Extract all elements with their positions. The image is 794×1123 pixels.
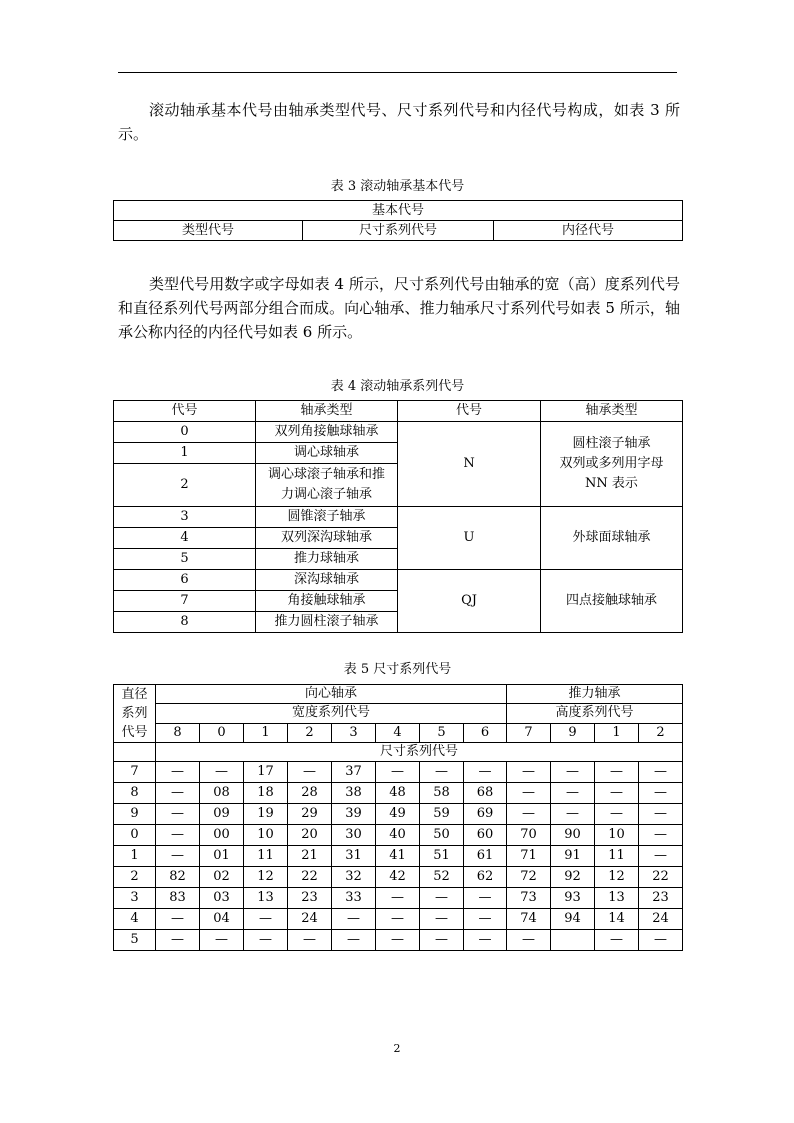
size-code-cell: — (156, 846, 200, 867)
height-code: 9 (551, 723, 595, 742)
diameter-code-cell: 2 (114, 867, 156, 888)
size-code-cell: 13 (244, 888, 288, 909)
size-code-cell: — (376, 930, 420, 951)
code-cell: 2 (114, 464, 256, 507)
diameter-code-cell: 4 (114, 909, 156, 930)
size-code-cell: 20 (288, 825, 332, 846)
header-rule (118, 72, 677, 73)
size-code-cell: 14 (595, 909, 639, 930)
size-code-cell: 91 (551, 846, 595, 867)
size-code-cell: 58 (420, 783, 464, 804)
code-cell: 3 (114, 507, 256, 528)
table-row (114, 570, 683, 591)
size-code-cell: 21 (288, 846, 332, 867)
type-cell: 调心球轴承 (256, 443, 398, 464)
size-code-cell: 23 (288, 888, 332, 909)
size-code-cell: 10 (595, 825, 639, 846)
diameter-code-cell: 8 (114, 783, 156, 804)
table-row (114, 888, 683, 909)
size-code-cell: — (376, 762, 420, 783)
table4-header-type: 轴承类型 (541, 401, 683, 422)
size-code-cell: — (332, 930, 376, 951)
code-cell: QJ (398, 570, 541, 633)
size-code-cell: — (639, 846, 683, 867)
size-code-cell: — (464, 909, 507, 930)
table3 (113, 200, 683, 241)
diameter-code-cell: 7 (114, 762, 156, 783)
width-code: 6 (464, 723, 507, 742)
size-code-cell: — (244, 930, 288, 951)
description-paragraph (118, 272, 680, 344)
size-code-cell: — (595, 762, 639, 783)
size-code-cell: 03 (200, 888, 244, 909)
size-code-cell: 08 (200, 783, 244, 804)
width-code: 2 (288, 723, 332, 742)
size-code-cell: — (156, 804, 200, 825)
size-code-cell: 22 (639, 867, 683, 888)
size-code-cell: 83 (156, 888, 200, 909)
table4 (113, 400, 683, 633)
size-code-cell: — (376, 888, 420, 909)
code-cell: 7 (114, 591, 256, 612)
height-code: 7 (507, 723, 551, 742)
width-series-header: 宽度系列代号 (156, 704, 507, 723)
table5-caption: 表 5 尺寸系列代号 (343, 662, 452, 677)
table-row (114, 825, 683, 846)
size-code-cell: 02 (200, 867, 244, 888)
type-cell: 深沟球轴承 (256, 570, 398, 591)
size-code-cell: 24 (639, 909, 683, 930)
size-code-cell: 23 (639, 888, 683, 909)
diameter-code-cell: 3 (114, 888, 156, 909)
size-code-cell: 39 (332, 804, 376, 825)
diameter-code-cell: 0 (114, 825, 156, 846)
radial-header: 向心轴承 (156, 685, 507, 704)
table-row (114, 507, 683, 528)
size-code-cell: 93 (551, 888, 595, 909)
size-code-cell: — (507, 783, 551, 804)
size-code-cell: — (420, 930, 464, 951)
type-cell: 角接触球轴承 (256, 591, 398, 612)
page-number: 2 (393, 1042, 401, 1055)
size-code-cell: 68 (464, 783, 507, 804)
height-series-header: 高度系列代号 (507, 704, 683, 723)
size-code-cell: 30 (332, 825, 376, 846)
size-code-cell: 59 (420, 804, 464, 825)
intro-paragraph (118, 98, 680, 146)
size-code-cell: — (551, 783, 595, 804)
size-code-cell: 61 (464, 846, 507, 867)
size-code-cell: 33 (332, 888, 376, 909)
size-code-cell: 12 (244, 867, 288, 888)
size-code-cell: — (156, 762, 200, 783)
size-code-cell: 49 (376, 804, 420, 825)
size-code-cell: 12 (595, 867, 639, 888)
size-code-cell: — (332, 909, 376, 930)
table4-header-type: 轴承类型 (256, 401, 398, 422)
size-code-cell: — (156, 930, 200, 951)
size-code-cell: 90 (551, 825, 595, 846)
type-cell: 外球面球轴承 (541, 507, 683, 570)
table-row (114, 909, 683, 930)
code-cell: U (398, 507, 541, 570)
size-code-cell: — (639, 783, 683, 804)
size-code-cell: 60 (464, 825, 507, 846)
size-code-cell (551, 930, 595, 951)
size-code-cell: 52 (420, 867, 464, 888)
size-code-cell: 22 (288, 867, 332, 888)
size-code-cell: — (551, 804, 595, 825)
size-code-cell: — (639, 804, 683, 825)
size-code-cell: — (507, 762, 551, 783)
empty-cell (114, 743, 156, 762)
code-cell: 5 (114, 549, 256, 570)
size-code-cell: — (595, 783, 639, 804)
size-code-cell: — (156, 783, 200, 804)
size-code-cell: 74 (507, 909, 551, 930)
diameter-code-cell: 1 (114, 846, 156, 867)
table3-header: 基本代号 (114, 201, 683, 221)
size-code-cell: — (200, 930, 244, 951)
size-code-cell: — (639, 825, 683, 846)
size-code-cell: 38 (332, 783, 376, 804)
size-code-cell: — (200, 762, 244, 783)
diameter-series-label: 直径系列代号 (121, 687, 148, 740)
table-row (114, 762, 683, 783)
size-code-cell: 69 (464, 804, 507, 825)
size-code-cell: 62 (464, 867, 507, 888)
size-code-cell: 19 (244, 804, 288, 825)
type-cell: 圆锥滚子轴承 (256, 507, 398, 528)
type-note: 双列或多列用字母 NN 表示 (559, 456, 664, 491)
size-code-cell: 04 (200, 909, 244, 930)
type-cell: 四点接触球轴承 (541, 570, 683, 633)
size-code-cell: — (420, 762, 464, 783)
size-code-cell: 00 (200, 825, 244, 846)
size-code-cell: 94 (551, 909, 595, 930)
size-code-cell: 10 (244, 825, 288, 846)
diameter-code-cell: 5 (114, 930, 156, 951)
type-cell: 调心球滚子轴承和推力调心滚子轴承 (256, 464, 398, 507)
size-code-cell: 92 (551, 867, 595, 888)
size-code-cell: 18 (244, 783, 288, 804)
size-code-cell: — (376, 909, 420, 930)
width-code: 1 (244, 723, 288, 742)
size-code-cell: — (595, 930, 639, 951)
table4-header-code: 代号 (114, 401, 256, 422)
width-code: 5 (420, 723, 464, 742)
width-code: 4 (376, 723, 420, 742)
size-code-cell: — (639, 930, 683, 951)
size-code-cell: — (639, 762, 683, 783)
size-code-cell: 50 (420, 825, 464, 846)
paragraph-text: 滚动轴承基本代号由轴承类型代号、尺寸系列代号和内径代号构成，如表 3 所示。 (118, 101, 680, 143)
size-code-cell: — (156, 909, 200, 930)
code-cell: 4 (114, 528, 256, 549)
table-row (114, 783, 683, 804)
size-code-cell: 11 (244, 846, 288, 867)
table3-caption: 表 3 滚动轴承基本代号 (330, 179, 465, 194)
size-code-cell: — (464, 762, 507, 783)
table3-col-bore: 内径代号 (494, 221, 683, 241)
size-code-cell: — (551, 762, 595, 783)
size-code-cell: 40 (376, 825, 420, 846)
size-code-cell: 51 (420, 846, 464, 867)
size-code-cell: 09 (200, 804, 244, 825)
size-code-cell: 31 (332, 846, 376, 867)
size-code-cell: 73 (507, 888, 551, 909)
diameter-code-cell: 9 (114, 804, 156, 825)
size-code-cell: — (507, 930, 551, 951)
table-row (114, 804, 683, 825)
size-code-cell: 28 (288, 783, 332, 804)
paragraph-text: 类型代号用数字或字母如表 4 所示，尺寸系列代号由轴承的宽（高）度系列代号和直径系列代号两部分组合而成。向心轴承、推力轴承尺寸系列代号如表 5 所示，轴承公称内径的内径代号如表 6 所示。 (118, 275, 680, 341)
table3-col-size: 尺寸系列代号 (303, 221, 494, 241)
table4-caption: 表 4 滚动轴承系列代号 (330, 379, 465, 394)
size-code-cell: — (420, 909, 464, 930)
table-row (114, 867, 683, 888)
height-code: 2 (639, 723, 683, 742)
size-code-cell: 42 (376, 867, 420, 888)
diameter-series-header (114, 685, 156, 743)
size-code-cell: 32 (332, 867, 376, 888)
size-code-cell: 13 (595, 888, 639, 909)
table5 (113, 684, 683, 951)
size-code-cell: 01 (200, 846, 244, 867)
table-row (114, 930, 683, 951)
type-cell: 双列角接触球轴承 (256, 422, 398, 443)
table4-header-code: 代号 (398, 401, 541, 422)
size-code-cell: — (464, 930, 507, 951)
size-code-cell: — (156, 825, 200, 846)
size-code-cell: 41 (376, 846, 420, 867)
size-code-cell: — (288, 762, 332, 783)
table-row (114, 422, 683, 443)
size-code-cell: 11 (595, 846, 639, 867)
size-code-cell: — (464, 888, 507, 909)
type-text: 圆柱滚子轴承 (572, 436, 651, 451)
thrust-header: 推力轴承 (507, 685, 683, 704)
size-code-cell: — (507, 804, 551, 825)
code-cell: 1 (114, 443, 256, 464)
code-cell: 6 (114, 570, 256, 591)
code-cell: N (398, 422, 541, 507)
type-cell (541, 422, 683, 507)
size-code-cell: 37 (332, 762, 376, 783)
size-code-cell: 29 (288, 804, 332, 825)
size-code-cell: 72 (507, 867, 551, 888)
size-code-cell: 17 (244, 762, 288, 783)
height-code: 1 (595, 723, 639, 742)
size-code-cell: — (288, 930, 332, 951)
code-cell: 0 (114, 422, 256, 443)
size-code-cell: 24 (288, 909, 332, 930)
width-code: 0 (200, 723, 244, 742)
type-cell: 推力球轴承 (256, 549, 398, 570)
size-code-cell: — (420, 888, 464, 909)
size-code-cell: 70 (507, 825, 551, 846)
type-cell: 推力圆柱滚子轴承 (256, 612, 398, 633)
width-code: 3 (332, 723, 376, 742)
table3-col-type: 类型代号 (114, 221, 303, 241)
code-cell: 8 (114, 612, 256, 633)
size-code-cell: — (595, 804, 639, 825)
size-code-cell: — (244, 909, 288, 930)
table-row (114, 846, 683, 867)
size-code-cell: 71 (507, 846, 551, 867)
dimension-series-header: 尺寸系列代号 (156, 743, 683, 762)
size-code-cell: 82 (156, 867, 200, 888)
size-code-cell: 48 (376, 783, 420, 804)
width-code: 8 (156, 723, 200, 742)
type-cell: 双列深沟球轴承 (256, 528, 398, 549)
